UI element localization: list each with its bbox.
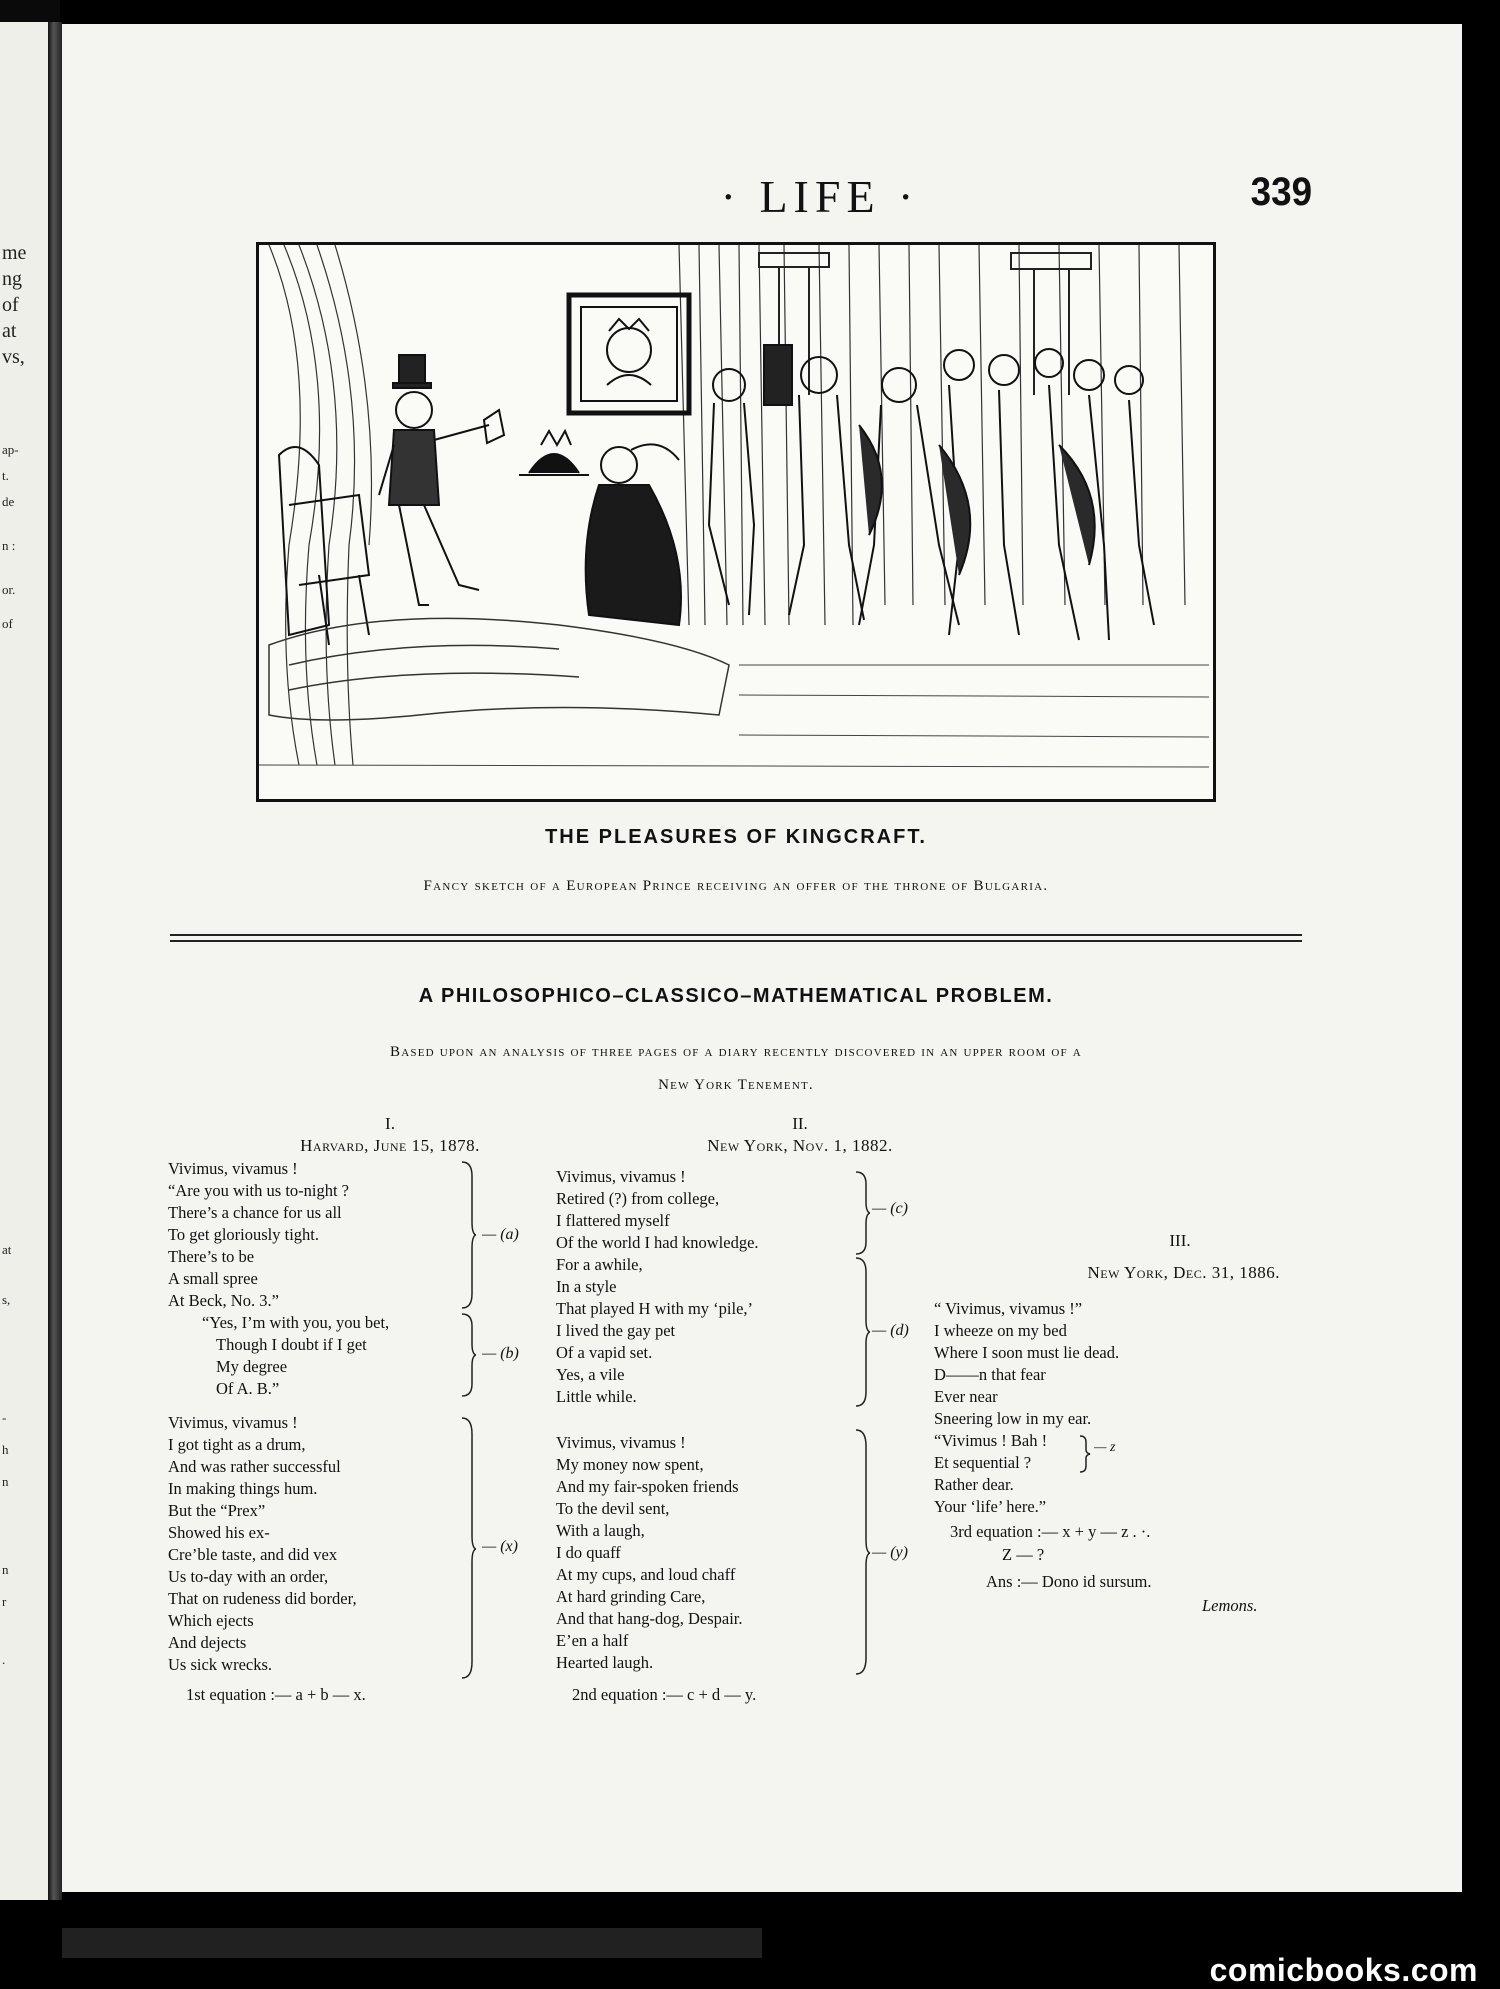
poem-line: “ Vivimus, vivamus !” [934,1299,1083,1318]
poem-line: I do quaff [556,1543,621,1562]
dateline: Harvard, June 15, 1878. [300,1136,480,1155]
poem-line: At Beck, No. 3.” [168,1291,279,1310]
source-watermark: comicbooks.com [1209,1952,1478,1988]
brace-x [460,1416,476,1680]
signature: Lemons. [1202,1596,1258,1615]
poem-line: I flattered myself [556,1211,670,1230]
poem-line: Us sick wrecks. [168,1655,273,1674]
brace-a [460,1160,476,1310]
brace-d [854,1256,870,1408]
poem-line: Us to-day with an order, [168,1567,329,1586]
stanza-a [168,1158,349,1312]
dateline: New York, Dec. 31, 1886. [1087,1263,1280,1282]
poem-line: With a laugh, [556,1521,645,1540]
poem-line: Ever near [934,1387,998,1406]
fragment-text: at [2,1242,12,1257]
poem-line: Vivimus, vivamus ! [556,1433,686,1452]
poem-line: My degree [216,1357,288,1376]
rug [269,618,729,720]
poem-line: I got tight as a drum, [168,1435,306,1454]
brace-y [854,1428,870,1676]
dateline: New York, Nov. 1, 1882. [707,1136,893,1155]
problem-subtitle-line: New York Tenement. [658,1077,814,1093]
poem-line: Vivimus, vivamus ! [556,1167,686,1186]
fragment-text: me [2,242,27,264]
scan-border-top [0,0,1500,22]
poem-line: There’s to be [168,1247,255,1266]
poem-line: Vivimus, vivamus ! [168,1159,298,1178]
section-numeral: II. [792,1114,808,1133]
fragment-text: n [2,1474,9,1489]
label-x: — (x) [482,1538,518,1555]
fragment-text: ng [2,268,22,290]
label-y: — (y) [872,1544,908,1561]
poem-line: But the “Prex” [168,1501,266,1520]
answer: Ans :— Dono id sursum. [986,1572,1152,1591]
scan-border-right [1486,0,1500,1986]
poem-line: Where I soon must lie dead. [934,1343,1120,1362]
poem-line: Yes, a vile [556,1365,625,1384]
fragment-text: vs, [2,346,25,368]
poem-line: Which ejects [168,1611,254,1630]
poem-line: In a style [556,1277,617,1296]
poem-line: “Vivimus ! Bah ! [934,1431,1048,1450]
poem-line: Of A. B.” [216,1379,280,1398]
problem-subtitle [170,1036,1302,1102]
next-page-edge [62,1928,762,1958]
brace-c [854,1170,870,1256]
stanza-y [556,1432,743,1674]
stanza-x [168,1412,357,1676]
fragment-text: or. [2,582,16,597]
equation-two: 2nd equation :— c + d — y. [572,1685,757,1704]
poem-line: Your ‘life’ here.” [934,1497,1047,1516]
poem-line: And that hang-dog, Despair. [556,1609,743,1628]
fragment-text: t. [2,468,9,483]
brace-b [460,1312,476,1398]
prince-figure [379,355,504,605]
equation-one: 1st equation :— a + b — x. [186,1685,366,1704]
fragment-text: . [2,1652,6,1667]
cartoon-illustration [256,242,1216,802]
poem-line: Of the world I had knowledge. [556,1233,759,1252]
fragment-text: at [2,320,17,342]
poem-line: D——n that fear [934,1365,1046,1384]
masthead: · LIFE · [720,171,920,222]
poem-line: And dejects [168,1633,247,1652]
stanza-b [168,1312,389,1400]
poem-line: My money now spent, [556,1455,704,1474]
page-number: 339 [1250,170,1313,214]
label-a: — (a) [482,1226,519,1243]
poem-line: At hard grinding Care, [556,1587,706,1606]
section-divider [170,934,1302,942]
poem-line: Though I doubt if I get [216,1335,367,1354]
stanza-three [934,1298,1119,1518]
column-three-heading [1050,1230,1280,1284]
poem-line: And my fair-spoken friends [556,1477,739,1496]
framed-portrait [569,295,689,413]
z-question: Z — ? [1002,1545,1045,1564]
poem-line: At my cups, and loud chaff [556,1565,736,1584]
poem-line: “Are you with us to-night ? [168,1181,350,1200]
engraving-drawing [259,245,1213,799]
problem-title: A PHILOSOPHICO–CLASSICO–MATHEMATICAL PROBLEM. [418,985,1054,1007]
previous-page-edge [0,22,48,1942]
poem-line: There’s a chance for us all [168,1203,342,1222]
fragment-text: r [2,1594,7,1609]
label-c: — (c) [872,1200,908,1217]
fragment-text: h [2,1442,9,1457]
poem-line: I lived the gay pet [556,1321,676,1340]
fragment-text: ap- [2,442,19,457]
stanza-c [556,1166,759,1254]
fragment-text: n [2,1562,9,1577]
poem-line: Et sequential ? [934,1453,1032,1472]
poem-line: For a awhile, [556,1255,643,1274]
poem-line: Cre’ble taste, and did vex [168,1545,338,1564]
poem-line: Showed his ex- [168,1523,270,1542]
poem-line: Rather dear. [934,1475,1014,1494]
brace-z [1078,1434,1092,1474]
equation-three: 3rd equation :— x + y — z . ·. [950,1522,1151,1541]
stanza-d [556,1254,753,1408]
column-two-heading [680,1113,920,1157]
section-numeral: I. [385,1114,395,1133]
poem-line: Hearted laugh. [556,1653,654,1672]
poem-line: Vivimus, vivamus ! [168,1413,298,1432]
poem-line: To the devil sent, [556,1499,670,1518]
poem-line: E’en a half [556,1631,629,1650]
fragment-text: - [2,1410,7,1425]
poem-line: That played H with my ‘pile,’ [556,1299,754,1318]
poem-line: And was rather successful [168,1457,341,1476]
label-d: — (d) [872,1322,909,1339]
poem-line: In making things hum. [168,1479,318,1498]
poem-line: Retired (?) from college, [556,1189,720,1208]
fragment-text: of [2,294,19,316]
fragment-text: n : [2,538,16,553]
poem-line: Of a vapid set. [556,1343,653,1362]
poem-line: To get gloriously tight. [168,1225,320,1244]
cartoon-subtitle: Fancy sketch of a European Prince receiving an offer of the throne of Bulgaria. [423,878,1049,894]
cartoon-title: THE PLEASURES OF KINGCRAFT. [545,826,927,848]
poem-line: A small spree [168,1269,258,1288]
poem-line: I wheeze on my bed [934,1321,1067,1340]
label-z: — z [1094,1440,1116,1455]
binding-gutter [48,22,62,1942]
column-one-heading [290,1113,490,1157]
section-numeral: III. [1169,1231,1191,1250]
problem-subtitle-line: Based upon an analysis of three pages of a diary recently discovered in an upper room of a [390,1044,1082,1060]
poem-line: Sneering low in my ear. [934,1409,1092,1428]
fragment-text: of [2,616,13,631]
fragment-text: de [2,494,15,509]
throne-chair [279,447,369,645]
poem-line: Little while. [556,1387,637,1406]
poem-line: “Yes, I’m with you, you bet, [202,1313,390,1332]
poem-line: That on rudeness did border, [168,1589,357,1608]
kneeling-envoy [519,431,681,625]
officers-crowd [709,345,1154,640]
fragment-text: s, [2,1292,11,1307]
label-b: — (b) [482,1345,519,1362]
